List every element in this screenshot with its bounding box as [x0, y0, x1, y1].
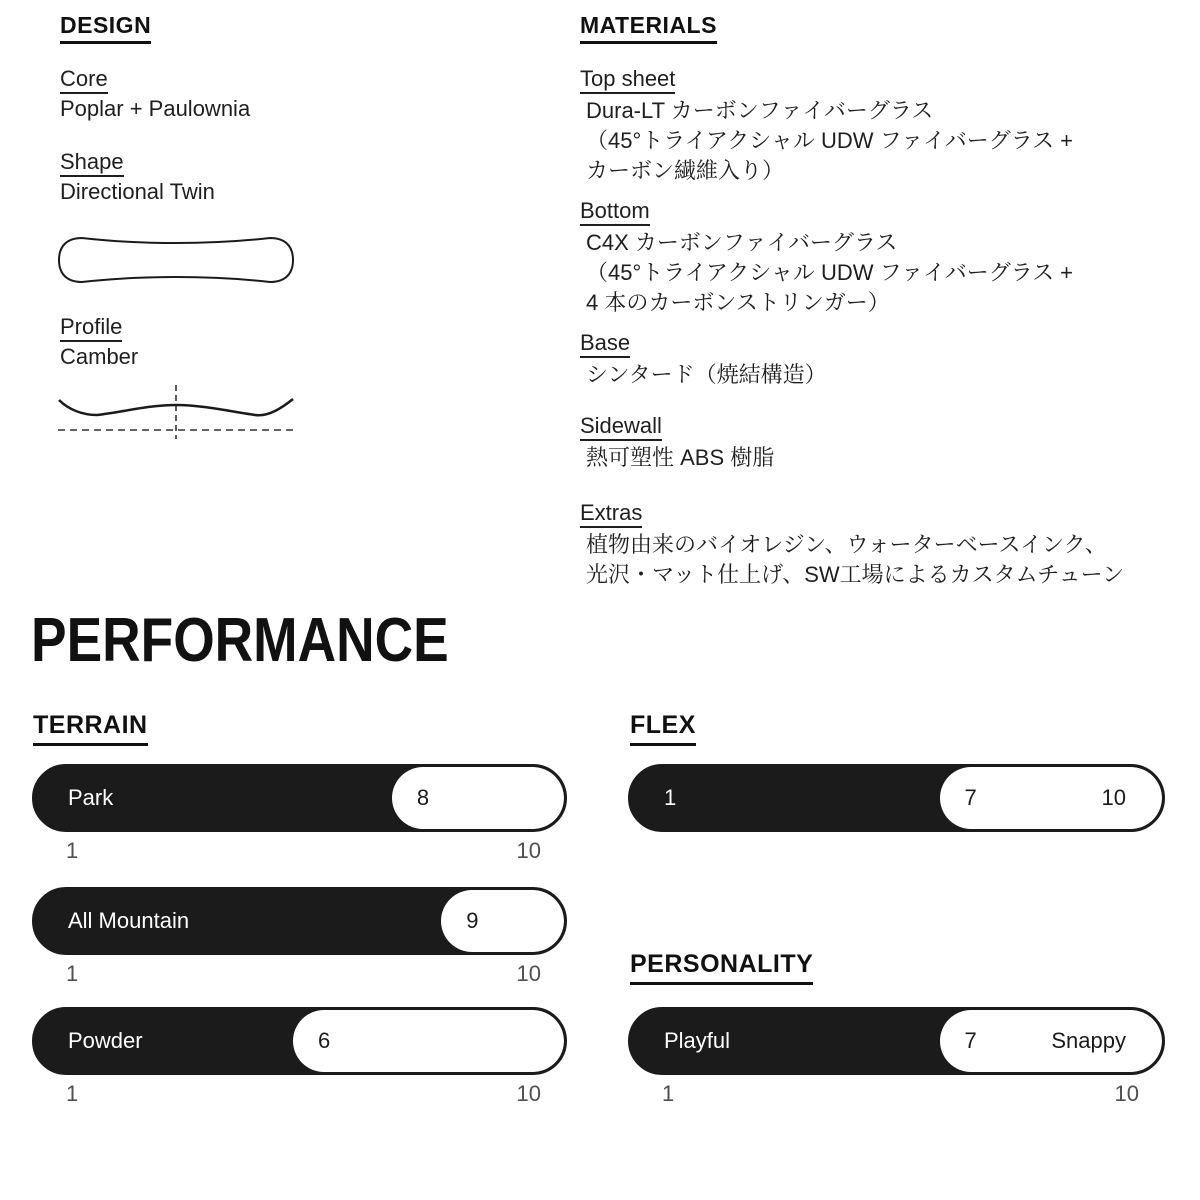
scale-row — [32, 1081, 567, 1107]
bar-value: 9 — [466, 908, 479, 933]
scale-min: 1 — [66, 1081, 79, 1106]
bar-label: All Mountain — [68, 908, 190, 933]
bar-label: Park — [68, 785, 114, 810]
topsheet-label: Top sheet — [580, 66, 675, 94]
personality-heading: PERSONALITY — [630, 951, 813, 985]
base-value: シンタード（焼結構造） — [586, 362, 827, 388]
bar-label: 1 — [664, 785, 677, 810]
scale-min: 1 — [66, 961, 79, 986]
bar-remainder — [293, 1010, 564, 1072]
scale-min: 1 — [662, 1081, 675, 1106]
bottom-value: C4X カーボンファイバーグラス （45°トライアクシャル UDW ファイバーグラス + 4 本のカーボンストリンガー） — [586, 230, 1074, 316]
bottom-label: Bottom — [580, 198, 650, 226]
shape-label: Shape — [60, 149, 124, 177]
material-item-extras — [580, 500, 1124, 590]
scale-min: 1 — [66, 838, 79, 863]
sidewall-label: Sidewall — [580, 413, 662, 441]
scale-max: 10 — [516, 838, 541, 863]
terrain-bar-park — [32, 764, 567, 832]
material-item-topsheet — [580, 66, 1073, 186]
scale-max: 10 — [516, 1081, 541, 1106]
sidewall-value: 熱可塑性 ABS 樹脂 — [586, 445, 775, 471]
scale-row — [628, 1081, 1165, 1107]
bar-remainder — [392, 767, 564, 829]
snowboard-top-outline-icon — [57, 234, 295, 286]
terrain-heading: TERRAIN — [33, 712, 148, 746]
bar-remainder — [940, 1010, 1162, 1072]
scale-max: 10 — [1114, 1081, 1139, 1106]
design-heading: DESIGN — [60, 13, 151, 44]
material-item-base — [580, 330, 827, 390]
bar-value: 8 — [416, 785, 430, 810]
core-value: Poplar + Paulownia — [60, 96, 251, 121]
scale-max: 10 — [516, 961, 541, 986]
bar-value: 7 — [964, 785, 977, 810]
profile-label: Profile — [60, 314, 122, 342]
materials-heading: MATERIALS — [580, 13, 717, 44]
topsheet-value: Dura-LT カーボンファイバーグラス （45°トライアクシャル UDW ファイバーグラス + カーボン繊維入り） — [586, 98, 1074, 184]
material-item-bottom — [580, 198, 1073, 318]
terrain-bar-powder — [32, 1007, 567, 1075]
core-label: Core — [60, 66, 108, 94]
bar-remainder — [940, 767, 1162, 829]
flex-heading: FLEX — [630, 712, 696, 746]
shape-value: Directional Twin — [60, 179, 215, 204]
extras-value: 植物由来のバイオレジン、ウォーターベースインク、 光沢・マット仕上げ、SW工場によるカスタムチューン — [586, 532, 1125, 588]
bar-value: 6 — [317, 1028, 331, 1053]
bar-value: 7 — [964, 1028, 977, 1053]
camber-side-profile-icon — [57, 383, 295, 441]
bar-remainder — [441, 890, 564, 952]
bar-right-label: 10 — [1101, 785, 1126, 810]
bar-label: Playful — [664, 1028, 731, 1053]
personality-bar — [628, 1007, 1165, 1075]
performance-heading: PERFORMANCE — [31, 606, 449, 675]
bar-right-label: Snappy — [1051, 1028, 1126, 1053]
terrain-bar-all-mountain — [32, 887, 567, 955]
profile-value: Camber — [60, 344, 139, 369]
base-label: Base — [580, 330, 630, 358]
bar-label: Powder — [68, 1028, 143, 1053]
scale-row — [32, 961, 567, 987]
material-item-sidewall — [580, 413, 774, 473]
flex-bar — [628, 764, 1165, 832]
extras-label: Extras — [580, 500, 642, 528]
scale-row — [32, 838, 567, 864]
